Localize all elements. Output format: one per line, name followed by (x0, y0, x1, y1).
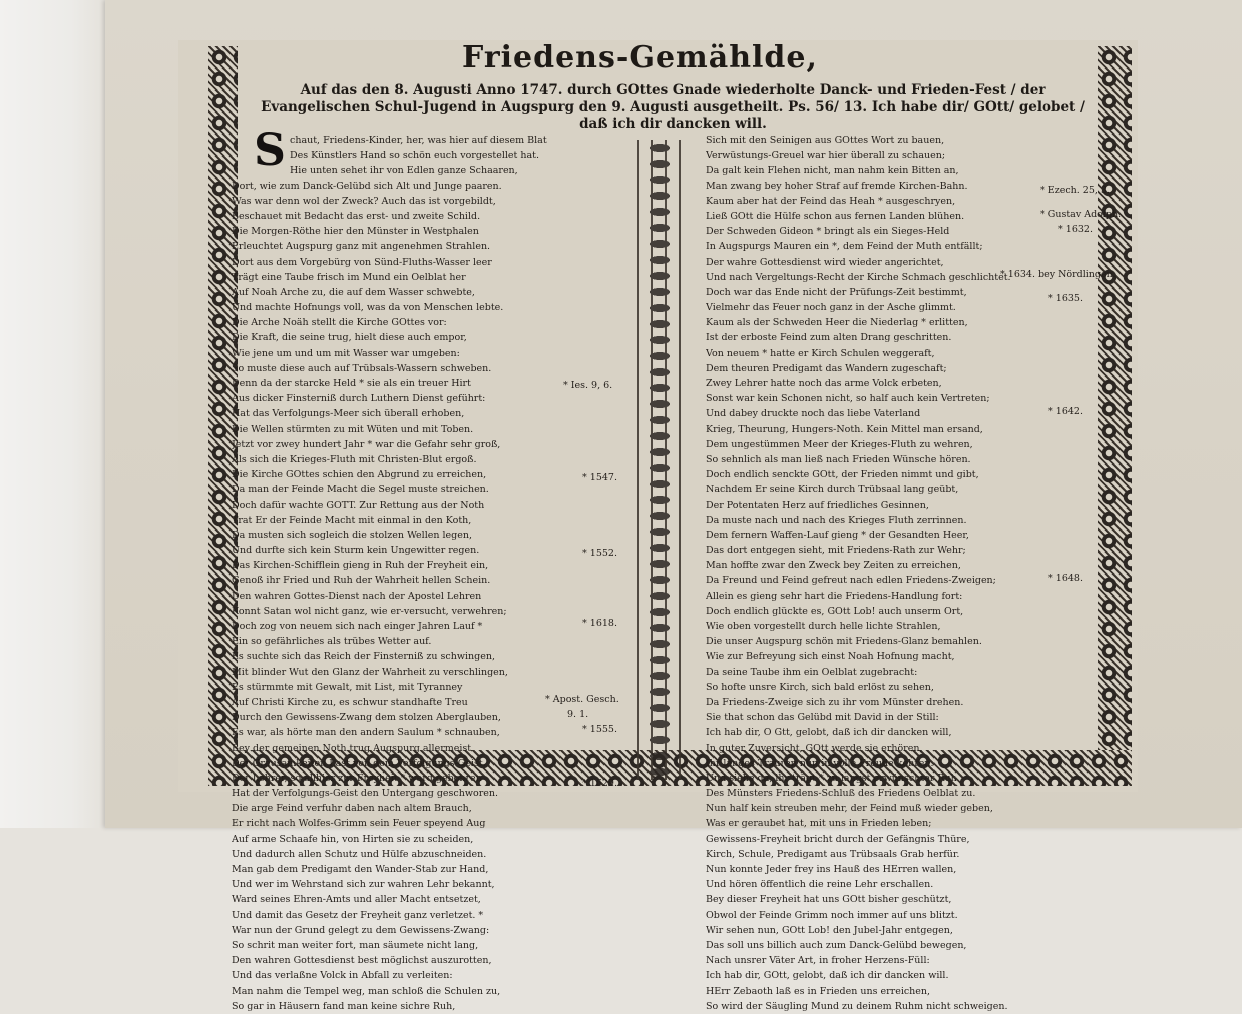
poem-line: Bey der gemeinen Noth trug Augspurg allermeist (232, 742, 472, 754)
poem-line: Das Kirchen-Schifflein gieng in Ruh der Freyheit ein, (232, 560, 489, 572)
poem-line: Ward seines Ehren-Amts und aller Macht entsetzet, (232, 894, 481, 906)
poem-line: Und dabey druckte noch das liebe Vaterland (706, 408, 921, 420)
poem-line: Doch war das Ende nicht der Prüfungs-Zeit bestimmt, (706, 286, 967, 298)
poem-line: Was er geraubet hat, mit uns in Frieden leben; (706, 818, 932, 830)
poem-line: Kirch, Schule, Predigamt aus Trübsaals Grab herfür. (706, 848, 960, 860)
poem-line: Und nach Vergeltungs-Recht der Kirche Schmach geschlichtet. (706, 271, 1011, 283)
poem-line: Den wahren Gottesdienst best möglichst auszurotten, (232, 955, 492, 967)
poem-line: Von neuem * hatte er Kirch Schulen weggeraft, (706, 347, 935, 359)
poem-line: Der wahre Gottesdienst wird wieder angerichtet, (706, 256, 944, 268)
poem-line: Sie that schon das Gelübd mit David in der Still: (706, 712, 939, 724)
poem-line: Der Lehrer, so allhier zur Freyheit * ward gebohren (232, 772, 482, 784)
margin-note: * Gustav Adolph. (1040, 209, 1122, 220)
poem-line: Hat der Verfolgungs-Geist den Untergang geschworen. (232, 788, 499, 800)
poem-line: Erleuchtet Augspurg ganz mit angenehmen Strahlen. (232, 241, 491, 253)
poem-line: Krieg, Theurung, Hungers-Noth. Kein Mittel man ersand, (706, 423, 983, 435)
poem-line: Nach unsrer Väter Art, in froher Herzens-Füll: (706, 955, 930, 967)
poem-line: Als sich die Krieges-Fluth mit Christen-Blut ergoß. (232, 453, 477, 465)
poem-line: Den wahren Gottes-Dienst nach der Apostel Lehren (232, 590, 482, 602)
poem-line: Da Freund und Feind gefreut nach edlen Friedens-Zweigen; (706, 575, 996, 587)
poem-line: Auf Noah Arche zu, die auf dem Wasser schwebte, (232, 286, 475, 298)
poem-line: Und das verlaßne Volck in Abfall zu verleiten: (232, 970, 453, 982)
poem-line: Zwey Lehrer hatte noch das arme Volck erbeten, (706, 378, 942, 389)
poem-line: Da man der Feinde Macht die Segel muste streichen. (232, 484, 489, 496)
poem-line: Doch dafür wachte GOTT. Zur Rettung aus der Noth (232, 499, 485, 511)
poem-line: Man gab dem Predigamt den Wander-Stab zur Hand, (232, 864, 489, 875)
margin-note: * 1547. (582, 472, 617, 483)
margin-note: * 1632. (1058, 224, 1093, 235)
poem-line: Und siehe da, ihr trägt * zu langst erwünschter Ruh (706, 772, 957, 784)
poem-line: Ich hab dir, GOtt, gelobt, daß ich dir dancken will. (706, 970, 949, 982)
poem-line: Allein es gieng sehr hart die Friedens-Handlung fort: (706, 590, 963, 602)
poem-line: War nun der Grund gelegt zu dem Gewissens-Zwang: (232, 924, 490, 936)
poem-line: Und damit das Gesetz der Freyheit ganz verletzet. * (232, 909, 484, 921)
poem-line: Da musten sich sogleich die stolzen Wellen legen, (232, 529, 473, 541)
poem-line: Konnt Satan wol nicht ganz, wie er-versucht, verwehren; (232, 605, 507, 617)
poem-line: Der Potentaten Herz auf friedliches Gesinnen, (706, 499, 929, 511)
poem-line: Kaum aber hat der Feind das Heah * ausgeschryen, (706, 195, 956, 207)
backdrop (0, 0, 118, 828)
poem-line: Der Grausamkeiten Last von dem Verfolgungs-Geist. (232, 757, 486, 769)
poem-line: Man nahm die Tempel weg, man schloß die Schulen zu, (232, 985, 501, 997)
poem-line: Ein so gefährliches als trübes Wetter auf. (232, 636, 432, 648)
poem-line: Nun konnte Jeder frey ins Hauß des HErren wallen, (706, 864, 957, 875)
margin-note: * 1629. (582, 778, 617, 789)
poem-line: Auf arme Schaafe hin, von Hirten sie zu scheiden, (232, 833, 474, 845)
poem-line: Die Kirche GOttes schien den Abgrund zu erreichen, (232, 469, 487, 481)
margin-note: * 1648. (1048, 573, 1083, 584)
poem-line: Ich hab dir, O Gtt, gelobt, daß ich dir dancken will, (706, 727, 952, 739)
poem-line: So sehnlich als man ließ nach Frieden Wünsche hören. (706, 453, 971, 465)
poem-line: Wie zur Befreyung sich einst Noah Hofnung macht, (706, 651, 955, 663)
poem-line: Doch endlich senckte GOtt, der Frieden nimmt und gibt, (706, 469, 979, 481)
poem-line: Der Schweden Gideon * bringt als ein Sieges-Held (706, 226, 950, 238)
margin-note: * Apost. Gesch. (545, 694, 619, 705)
poem-line: Das dort entgegen sieht, mit Friedens-Rath zur Wehr; (706, 545, 966, 557)
margin-note: * 1634. bey Nördlingen. (1000, 269, 1116, 280)
poem-line: Wir sehen nun, GOtt Lob! den Jubel-Jahr entgegen, (706, 924, 953, 936)
poem-line: Gewissens-Freyheit bricht durch der Gefängnis Thüre, (706, 833, 970, 845)
poem-line: Obwol der Feinde Grimm noch immer auf uns blitzt. (706, 909, 958, 921)
poem-line: Nun half kein streuben mehr, der Feind muß wieder geben, (706, 803, 993, 815)
poem-line: Sich mit den Seinigen aus GOttes Wort zu bauen, (706, 135, 945, 146)
poem-line: Die arge Feind verfuhr daben nach altem Brauch, (232, 803, 472, 815)
right-ornamental-border (1098, 46, 1132, 786)
poem-line: Und durfte sich kein Sturm kein Ungewitter regen. (232, 545, 480, 557)
poem-line: So wird der Säugling Mund zu deinem Ruhm nicht schweigen. (706, 1000, 1008, 1012)
poem-line: Sonst war kein Schonen nicht, so half auch kein Vertreten; (706, 393, 990, 405)
margin-note: * 1635. (1048, 293, 1083, 304)
poem-line: Vielmehr das Feuer noch ganz in der Asche glimmt. (706, 302, 956, 314)
poem-line: Man hoffte zwar den Zweck bey Zeiten zu erreichen, (706, 560, 961, 572)
poem-line: Und dadurch allen Schutz und Hülfe abzuschneiden. (232, 848, 487, 860)
center-ornamental-column (631, 140, 689, 780)
margin-note: 9. 1. (567, 709, 589, 720)
poem-line: Es war, als hörte man den andern Saulum * schnauben, (232, 727, 500, 739)
poem-line: Die Wellen stürmten zu mit Wüten und mit Toben. (232, 423, 474, 435)
margin-note: * 1642. (1048, 406, 1083, 417)
poem-line: Dem fernern Waffen-Lauf gieng * der Gesandten Heer, (706, 529, 969, 541)
poem-line: So gar in Häusern fand man keine sichre Ruh, (232, 1000, 456, 1012)
poem-line: Da Friedens-Zweige sich zu ihr vom Münster drehen. (706, 696, 964, 708)
margin-note: * 1618. (582, 618, 617, 629)
poem-line: Die Arche Noäh stellt die Kirche GOttes vor: (232, 317, 447, 329)
poem-line: Jetzt vor zwey hundert Jahr * war die Gefahr sehr groß, (232, 438, 501, 450)
poem-line: Da muste nach und nach des Krieges Fluth zerrinnen. (706, 514, 967, 526)
poem-line: Dem ungestümmen Meer der Krieges-Fluth zu wehren, (706, 438, 973, 450)
poem-line: So hofte unsre Kirch, sich bald erlöst zu sehen, (706, 681, 934, 693)
poem-line: Die Morgen-Röthe hier den Münster in Westphalen (232, 226, 479, 238)
poem-line: Des Künstlers Hand so schön euch vorgestellet hat. (290, 150, 540, 162)
poem-line: Genoß ihr Fried und Ruh der Wahrheit hellen Schein. (232, 575, 491, 587)
poem-line: In Augspurgs Mauren ein *, dem Feind der Muth entfällt; (706, 241, 983, 253)
poem-line: Dort aus dem Vorgebürg von Sünd-Fluths-Wasser leer (232, 256, 492, 268)
poem-line: Trat Er der Feinde Macht mit einmal in den Koth, (232, 514, 472, 526)
poem-line: Nachdem Er seine Kirch durch Trübsaal lang geübt, (706, 484, 959, 496)
poem-line: Ließ GOtt die Hülfe schon aus fernen Landen blühen. (706, 210, 965, 222)
margin-note: * Ezech. 25, 3. (1040, 185, 1111, 196)
poem-line: Kaum als der Schweden Heer die Niederlag * erlitten, (706, 317, 968, 329)
poem-line: Ihr langes Trauren nun in volle Freude kehren. (706, 757, 934, 769)
poem-line: Hie unten sehet ihr von Edlen ganze Schaaren, (290, 165, 518, 177)
poem-line: Die Kraft, die seine trug, hielt diese auch empor, (232, 332, 467, 344)
poem-line: Es stürmmte mit Gewalt, mit List, mit Tyranney (232, 681, 463, 693)
poem-line: Denn da der starcke Held * sie als ein treuer Hirt (232, 378, 471, 389)
poem-line: Er richt nach Wolfes-Grimm sein Feuer speyend Aug (232, 818, 486, 830)
poem-line: Da galt kein Flehen nicht, man nahm kein Bitten an, (706, 165, 959, 177)
poem-line: Da seine Taube ihm ein Oelblat zugebracht: (706, 666, 918, 678)
poem-line: Aus dicker Finsterniß durch Luthern Dienst geführt: (232, 393, 486, 405)
poem-line: Und machte Hofnungs voll, was da von Menschen lebte. (232, 302, 504, 314)
poem-line: Des Münsters Friedens-Schluß des Friedens Oelblat zu. (706, 788, 976, 800)
poem-line: Trägt eine Taube frisch im Mund ein Oelblat her (232, 271, 466, 283)
poem-line: Das soll uns billich auch zum Danck-Gelübd bewegen, (706, 939, 967, 951)
page-title: Friedens-Gemählde, (462, 40, 818, 75)
poem-line: In guter Zuversicht, GOtt werde sie erhören, (706, 742, 923, 754)
poem-line: Dort, wie zum Danck-Gelübd sich Alt und Junge paaren. (232, 180, 502, 192)
poem-line: Doch endlich glückte es, GOtt Lob! auch unserm Ort, (706, 605, 964, 617)
poem-line: So muste diese auch auf Trübsals-Wassern schweben. (232, 362, 492, 374)
poem-line: Und wer im Wehrstand sich zur wahren Lehr bekannt, (232, 879, 495, 891)
poem-line: HErr Zebaoth laß es in Frieden uns erreichen, (706, 985, 931, 997)
poem-line: Wie oben vorgestellt durch helle lichte Strahlen, (706, 621, 941, 632)
poem-line: Die unser Augspurg schön mit Friedens-Glanz bemahlen. (706, 636, 982, 648)
poem-line: Ist der erboste Feind zum alten Drang geschritten. (706, 332, 952, 344)
poem-line: Und hören öffentlich die reine Lehr erschallen. (706, 879, 934, 891)
margin-note: * 1555. (582, 724, 617, 735)
poem-line: chaut, Friedens-Kinder, her, was hier auf diesem Blat (290, 135, 547, 146)
poem-line: So schrit man weiter fort, man säumete nicht lang, (232, 939, 479, 951)
poem-line: Wie jene um und um mit Wasser war umgeben: (232, 347, 460, 359)
poem-line: Es suchte sich das Reich der Finsterniß zu schwingen, (232, 651, 495, 663)
left-poem-column (232, 133, 632, 1014)
poem-line: Hat das Verfolgungs-Meer sich überall erhoben, (232, 408, 465, 420)
poem-line: Dem theuren Predigamt das Wandern zugeschaft; (706, 362, 947, 374)
poem-line: Mit blinder Wut den Glanz der Wahrheit zu verschlingen, (232, 666, 508, 678)
poem-line: Auf Christi Kirche zu, es schwur standhafte Treu (232, 696, 468, 708)
margin-note: * Ies. 9, 6. (563, 380, 613, 391)
right-poem-column (706, 133, 1046, 1014)
poem-line: Durch den Gewissens-Zwang dem stolzen Aberglauben, (232, 712, 501, 724)
poem-line: Verwüstungs-Greuel war hier überall zu schauen; (706, 150, 946, 162)
poem-line: Doch zog von neuem sich nach einger Jahren Lauf * (232, 621, 483, 632)
drop-capital: S (254, 125, 286, 176)
margin-note: * 1552. (582, 548, 617, 559)
poem-line: Man zwang bey hoher Straf auf fremde Kirchen-Bahn. (706, 180, 968, 192)
page-subtitle: Auf das den 8. Augusti Anno 1747. durch GOttes Gnade wiederholte Danck- und Frieden-Fest / der Evangelischen Schul-Jugend in Augspurg den 9. Augusti ausgetheilt. Ps. 56/ 13. Ich habe dir/ GOtt/ gelobet / daß ich dir dancken will. (261, 82, 1085, 132)
poem-line: Was war denn wol der Zweck? Auch das ist vorgebildt, (232, 195, 496, 207)
poem-line: Bey dieser Freyheit hat uns GOtt bisher geschützt, (706, 894, 952, 906)
poem-line: Beschauet mit Bedacht das erst- und zweite Schild. (232, 210, 481, 222)
